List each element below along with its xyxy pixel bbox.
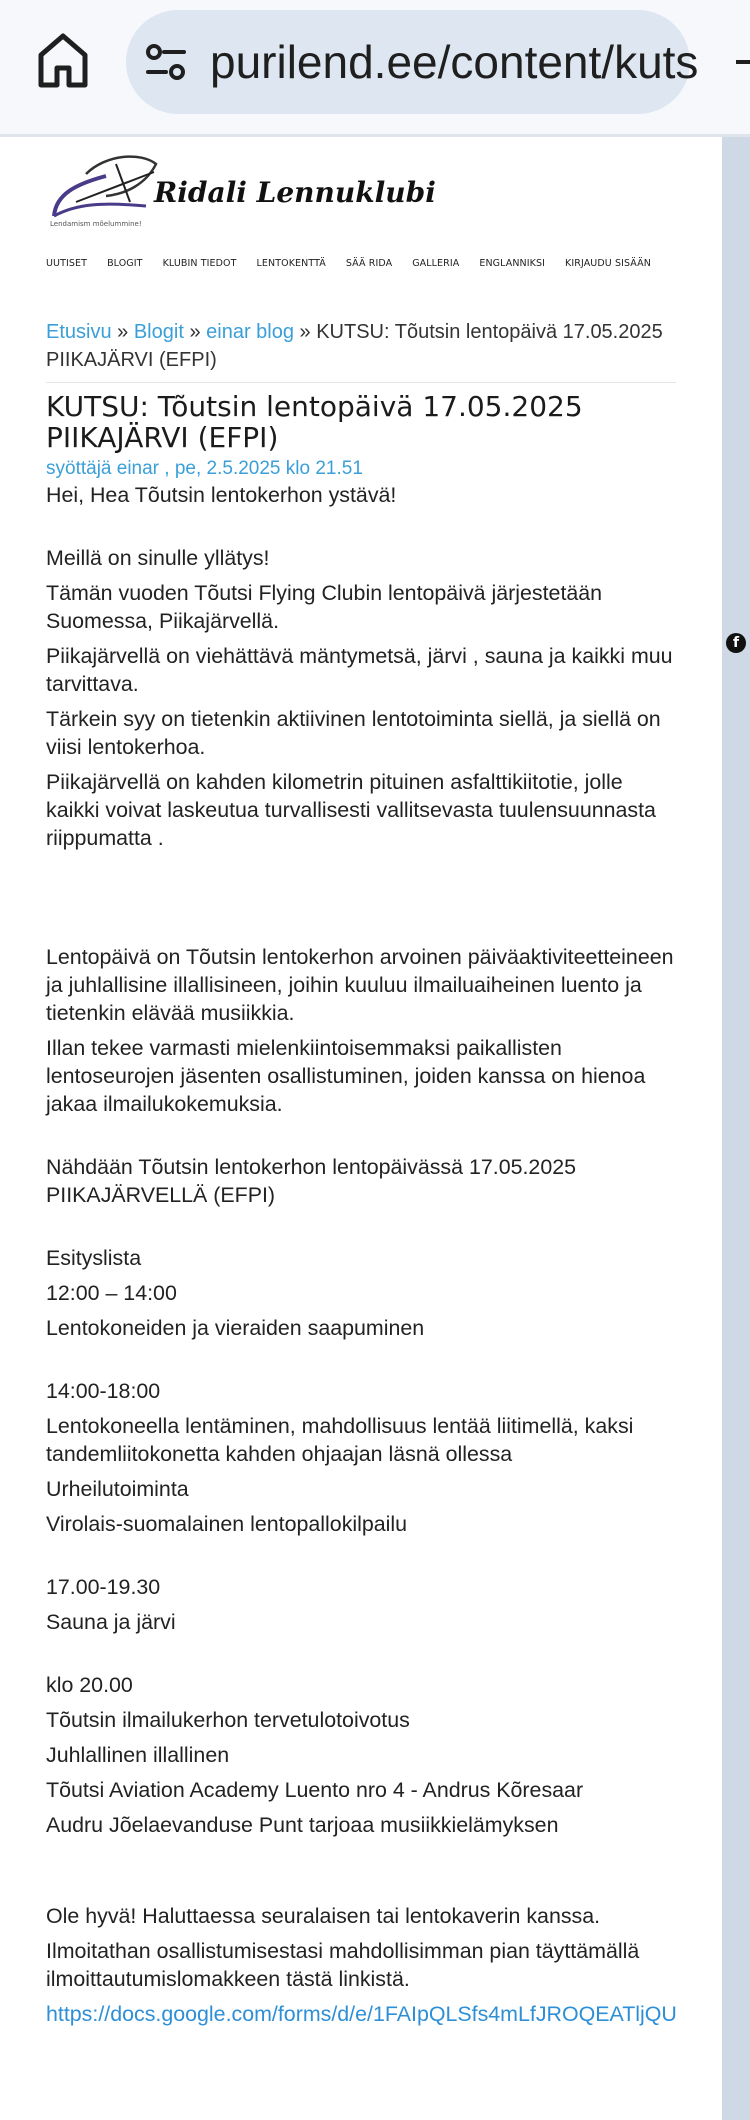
post-paragraph: Esityslista [46,1246,142,1270]
post-paragraph: Tõutsin ilmailukerhon tervetulotoivotus [46,1708,410,1732]
blank-line [46,1216,676,1244]
browser-toolbar [0,0,750,137]
breadcrumb-author-blog[interactable]: einar blog [206,321,294,343]
site-tagline: Lendamism mõelummine! [50,220,142,228]
post-paragraph: Virolais-suomalainen lentopallokilpailu [46,1512,408,1536]
post-title: KUTSU: Tõutsin lentopäivä 17.05.2025 PIIKAJÄRVI (EFPI) [46,390,583,454]
post-paragraph: Piikajärvellä on viehättävä mäntymetsä, järvi , sauna ja kaikki muu tarvittava. [46,644,673,696]
post-body [46,481,676,1993]
breadcrumb-separator: » [299,321,311,343]
breadcrumb-separator: » [189,321,201,343]
nav-item-saa-rida[interactable]: SÄÄ RIDA [345,258,393,269]
home-icon[interactable] [36,30,90,90]
new-tab-icon[interactable] [736,60,750,64]
breadcrumb-current: KUTSU: Tõutsin lentopäivä 17.05.2025 PIIKAJÄRVI (EFPI) [46,321,663,371]
post-paragraph: Illan tekee varmasti mielenkiintoisemmaksi paikallisten lentoseurojen jäsenten osallistuminen, joiden kanssa on hienoa jakaa ilmailukokemuksia. [46,1036,646,1116]
facebook-icon[interactable]: f [726,633,746,653]
blank-line [46,887,676,915]
blank-line [46,1349,676,1377]
nav-item-lentokentta[interactable]: LENTOKENTTÄ [256,258,326,269]
post-meta[interactable]: syöttäjä einar , pe, 2.5.2025 klo 21.51 [46,458,363,479]
nav-item-kirjaudu-sisaan[interactable]: KIRJAUDU SISÄÄN [565,258,651,269]
post-paragraph: 14:00-18:00 [46,1379,161,1403]
post-paragraph: 12:00 – 14:00 [46,1281,177,1305]
post-paragraph: Tõutsi Aviation Academy Luento nro 4 - Andrus Kõresaar [46,1778,584,1802]
post-paragraph: Ilmoitathan osallistumisestasi mahdollisimman pian täyttämällä ilmoittautumislomakkeen tästä linkistä. [46,1939,640,1991]
post-paragraph: Juhlallinen illallinen [46,1743,230,1767]
url-text[interactable]: purilend.ee/content/kuts [210,36,699,88]
page-side-band [722,137,750,2120]
post-paragraph: 17.00-19.30 [46,1575,161,1599]
post-paragraph: Ole hyvä! Haluttaessa seuralaisen tai lentokaverin kanssa. [46,1904,601,1928]
post-paragraph: Sauna ja järvi [46,1610,176,1634]
nav-item-englanniksi[interactable]: ENGLANNIKSI [479,258,546,269]
blank-line [46,1874,676,1902]
nav-item-galleria[interactable]: GALLERIA [412,258,460,269]
blank-line [46,516,676,544]
main-nav [46,258,651,269]
site-settings-icon[interactable] [144,40,188,84]
main-content [46,318,676,2035]
breadcrumb-separator: » [117,321,129,343]
address-bar[interactable] [126,10,699,114]
registration-form-link[interactable]: https://docs.google.com/forms/d/e/1FAIpQLSfs4mLfJROQEATljQU [46,2002,677,2026]
nav-item-klubin-tiedot[interactable]: KLUBIN TIEDOT [162,258,237,269]
post-paragraph: Tämän vuoden Tõutsi Flying Clubin lentopäivä järjestetään Suomessa, Piikajärvellä. [46,581,603,633]
nav-item-blogit[interactable]: BLOGIT [107,258,143,269]
breadcrumb-home[interactable]: Etusivu [46,321,112,343]
post-paragraph: Audru Jõelaevanduse Punt tarjoaa musiikkielämyksen [46,1813,559,1837]
blank-line [46,1545,676,1573]
post-paragraph: Lentokoneiden ja vieraiden saapuminen [46,1316,425,1340]
breadcrumb [46,318,676,383]
site-name: Ridali Lennuklubi [154,176,436,209]
post-paragraph: Hei, Hea Tõutsin lentokerhon ystävä! [46,483,397,507]
blank-line [46,1643,676,1671]
post-paragraph: Nähdään Tõutsin lentokerhon lentopäivässä 17.05.2025 PIIKAJÄRVELLÄ (EFPI) [46,1155,577,1207]
blank-line [46,859,676,887]
blank-line [46,1125,676,1153]
breadcrumb-blogs[interactable]: Blogit [133,321,184,343]
post-paragraph: Meillä on sinulle yllätys! [46,546,270,570]
post-paragraph: Urheilutoiminta [46,1477,189,1501]
site-logo[interactable] [46,144,436,232]
post-paragraph: Lentopäivä on Tõutsin lentokerhon arvoinen päiväaktiviteetteineen ja juhlallisine illallisineen, joihin kuuluu ilmailuaiheinen luento ja tietenkin elävää musiikkia. [46,945,674,1025]
blank-line [46,1846,676,1874]
post-paragraph: Lentokoneella lentäminen, mahdollisuus lentää liitimellä, kaksi tandemliitokonetta kahden ohjaajan läsnä ollessa [46,1414,634,1466]
blank-line [46,915,676,943]
post-paragraph: Tärkein syy on tietenkin aktiivinen lentotoiminta siellä, ja siellä on viisi lentokerhoa. [46,707,661,759]
post-paragraph: Piikajärvellä on kahden kilometrin pituinen asfalttikiitotie, jolle kaikki voivat laskeutua turvallisesti vallitsevasta tuulensuunnasta riippumatta . [46,770,656,850]
post-paragraph: klo 20.00 [46,1673,133,1697]
nav-item-uutiset[interactable]: UUTISET [46,258,88,269]
